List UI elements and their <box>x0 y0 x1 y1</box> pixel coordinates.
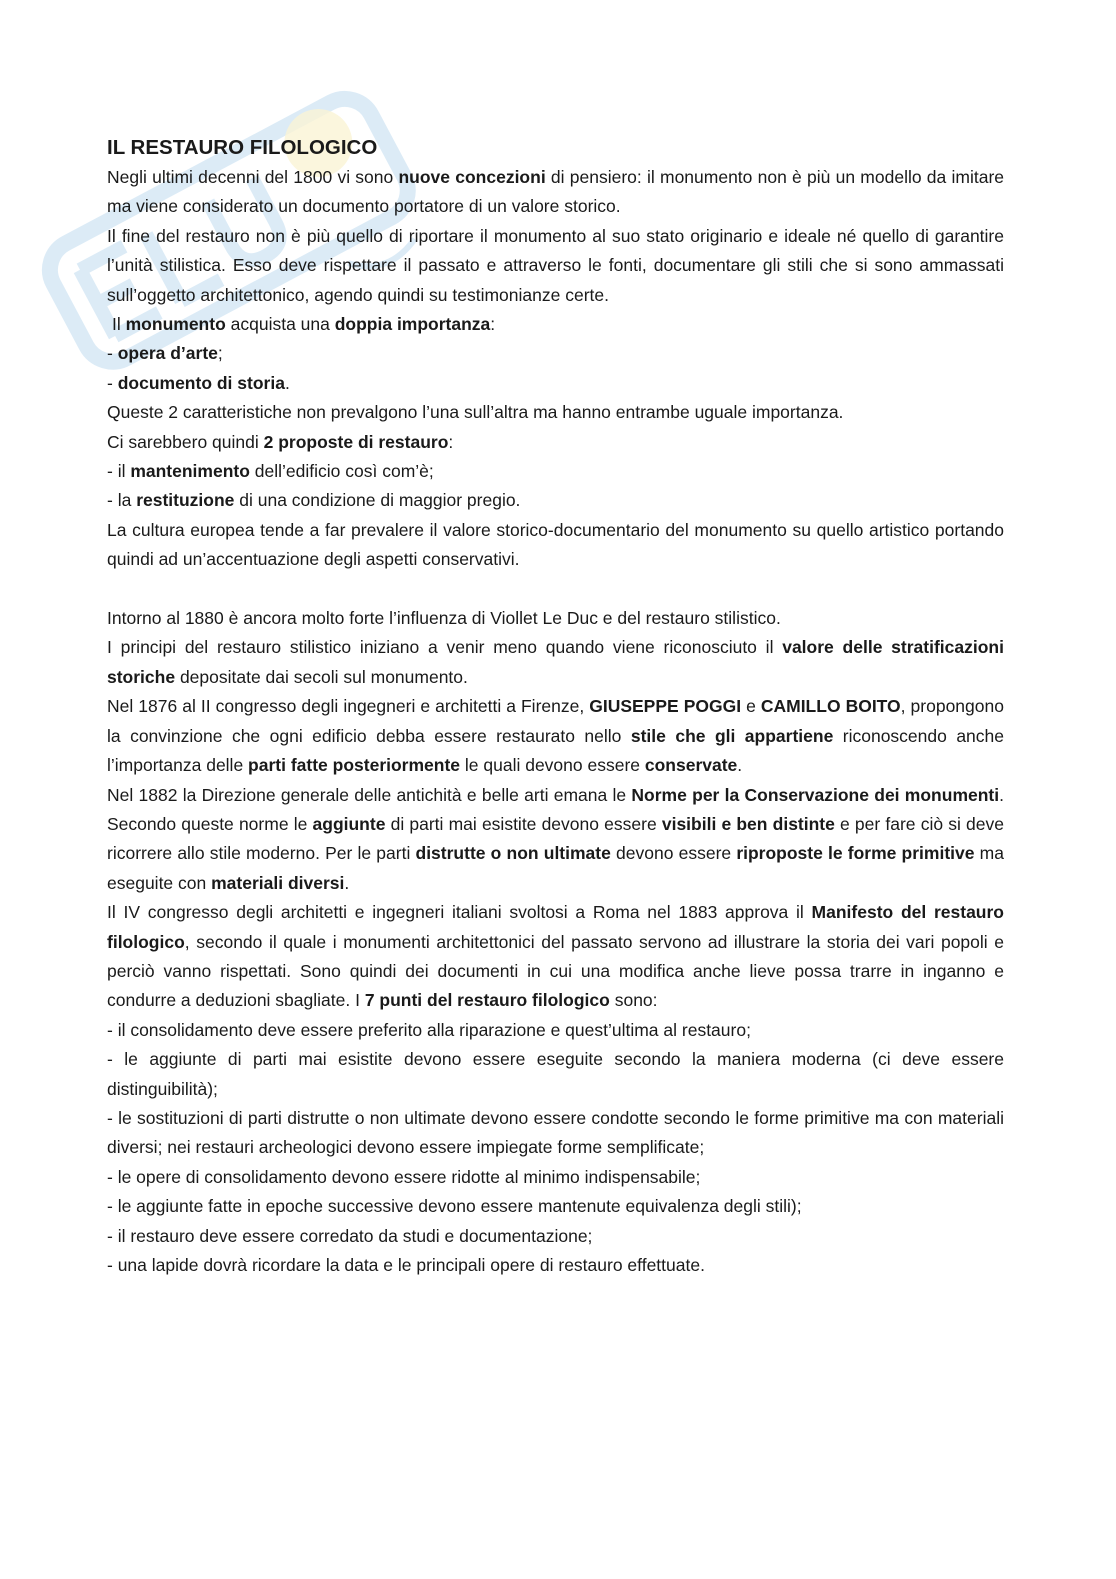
paragraph-intro: Negli ultimi decenni del 1800 vi sono nuove concezioni di pensiero: il monumento non è più un modello da imitare ma viene considerato un documento portatore di un valore storico. <box>107 167 1005 217</box>
list-item: - il consolidamento deve essere preferito alla riparazione e quest’ultima al restauro; <box>107 1019 751 1040</box>
paragraph-equal-importance: Queste 2 caratteristiche non prevalgono l’una sull’altra ma hanno entrambe uguale importanza. <box>107 402 844 423</box>
list-item: - la restituzione di una condizione di maggior pregio. <box>107 490 521 511</box>
list-item: - una lapide dovrà ricordare la data e le principali opere di restauro effettuate. <box>107 1255 705 1276</box>
paragraph-congress-1876: Nel 1876 al II congresso degli ingegneri e architetti a Firenze, GIUSEPPE POGGI e CAMILLO BOITO, propongono la convinzione che ogni edificio debba essere restaurato nello stile che gli appartiene riconoscendo anche l’importanza delle parti fatte posteriormente le quali devono essere conservate. <box>107 696 1004 776</box>
paragraph-viollet: Intorno al 1880 è ancora molto forte l’influenza di Viollet Le Duc e del restauro stilistico. <box>107 608 781 629</box>
paragraph-double-importance: Il monumento acquista una doppia importanza: <box>112 314 496 335</box>
paragraph-stratifications: I principi del restauro stilistico iniziano a venir meno quando viene riconosciuto il valore delle stratificazioni storiche depositate dai secoli sul monumento. <box>107 637 1004 687</box>
paragraph-proposals: Ci sarebbero quindi 2 proposte di restauro: <box>107 431 454 452</box>
list-item: - le opere di consolidamento devono essere ridotte al minimo indispensabile; <box>107 1166 701 1187</box>
paragraph-european-culture: La cultura europea tende a far prevalere il valore storico-documentario del monumento su quello artistico portando quindi ad un’accentuazione degli aspetti conservativi. <box>107 519 1004 570</box>
spacer <box>107 575 1004 604</box>
list-item: - le sostituzioni di parti distrutte o non ultimate devono essere condotte secondo le forme primitive ma con materiali diversi; nei restauri archeologici devono essere impiegate forme semplificate; <box>107 1107 1004 1158</box>
page-title: IL RESTAURO FILOLOGICO <box>107 136 378 159</box>
paragraph-purpose: Il fine del restauro non è più quello di riportare il monumento al suo stato originario e ideale né quello di garantire l’unità stilistica. Esso deve rispettare il passato e attraverso le fonti, documentare gli stili che si sono ammassati sull’oggetto architettonico, agendo quindi su testimonianze certe. <box>107 225 1004 305</box>
list-item: - il mantenimento dell’edificio così com’è; <box>107 461 434 482</box>
list-item: - opera d’arte; <box>107 343 223 364</box>
paragraph-norms-1882: Nel 1882 la Direzione generale delle antichità e belle arti emana le Norme per la Conservazione dei monumenti. Secondo queste norme le aggiunte di parti mai esistite devono essere visibili e ben distinte e per fare ciò si deve ricorrere allo stile moderno. Per le parti distrutte o non ultimate devono essere riproposte le forme primitive ma eseguite con materiali diversi. <box>107 784 1004 893</box>
list-item: - documento di storia. <box>107 372 290 393</box>
list-item: - il restauro deve essere corredato da studi e documentazione; <box>107 1225 593 1246</box>
list-item: - le aggiunte fatte in epoche successive devono essere mantenute equivalenza degli stili); <box>107 1196 802 1217</box>
document-page <box>107 133 1004 1280</box>
list-item: - le aggiunte di parti mai esistite devono essere eseguite secondo la maniera moderna (ci deve essere distinguibilità); <box>107 1049 1004 1099</box>
paragraph-manifesto-1883: Il IV congresso degli architetti e ingegneri italiani svoltosi a Roma nel 1883 approva il Manifesto del restauro filologico, secondo il quale i monumenti architettonici del passato servono ad illustrare la storia dei vari popoli e perciò vanno rispettati. Sono quindi dei documenti in cui una modifica anche lieve possa trarre in inganno e condurre a deduzioni sbagliate. I 7 punti del restauro filologico sono: <box>107 902 1004 1011</box>
